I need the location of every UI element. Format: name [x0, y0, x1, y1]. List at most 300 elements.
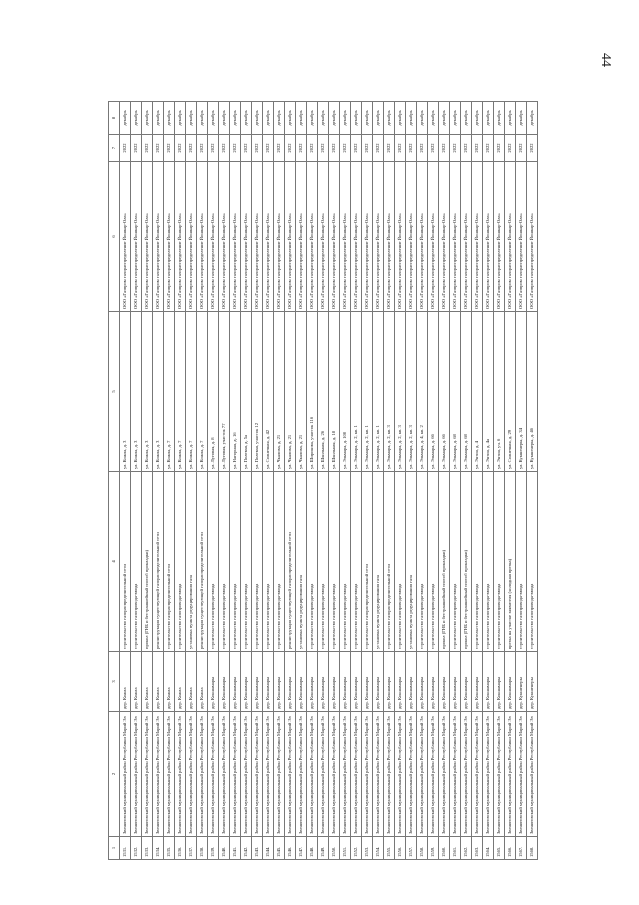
table-row: [131, 102, 142, 860]
table-cell-col-7: 2022: [351, 135, 362, 162]
table-cell-col-4: строительство газораспределительной сети: [362, 472, 373, 652]
table-cell-col-4: строительство газопровода-ввода: [417, 472, 428, 652]
table-cell-col-4: строительство газопровода-ввода: [329, 472, 340, 652]
table-cell-col-4: строительство газопровода-ввода: [351, 472, 362, 652]
table-cell-col-5: ул. Эльмара, д. 68: [450, 312, 461, 472]
table-cell-col-8: декабрь: [252, 102, 263, 135]
table-cell-col-1: 1564.: [483, 837, 494, 860]
table-cell-col-5: ул. Чкалова, д. 21: [296, 312, 307, 472]
table-cell-col-1: 1557.: [406, 837, 417, 860]
table-cell-col-2: Звениговский муниципальный район Республики Марий Эл: [384, 712, 395, 837]
table-cell-col-5: ул. Кожла, д. 3: [120, 312, 131, 472]
table-cell-col-8: декабрь: [428, 102, 439, 135]
table-cell-col-2: Звениговский муниципальный район Республики Марий Эл: [505, 712, 516, 837]
column-header-5: 5: [109, 312, 120, 472]
table-cell-col-7: 2022: [230, 135, 241, 162]
table-cell-col-1: 1546.: [285, 837, 296, 860]
table-cell-col-5: ул. Полевая, участок 12: [252, 312, 263, 472]
table-cell-col-7: 2022: [186, 135, 197, 162]
table-cell-col-8: декабрь: [461, 102, 472, 135]
table-cell-col-2: Звениговский муниципальный район Республики Марий Эл: [175, 712, 186, 837]
table-cell-col-2: Звениговский муниципальный район Республики Марий Эл: [208, 712, 219, 837]
table-row: [505, 102, 516, 860]
column-header-1: 1: [109, 837, 120, 860]
table-cell-col-1: 1544.: [263, 837, 274, 860]
table-cell-col-5: ул. Эльмара, д. 2, кв. 1: [351, 312, 362, 472]
header-row: [109, 102, 120, 860]
table-cell-col-3: дер. Кокшамары: [296, 652, 307, 712]
table-cell-col-2: Звениговский муниципальный район Республики Марий Эл: [131, 712, 142, 837]
table-cell-col-4: строительство газопровода-ввода: [131, 472, 142, 652]
table-cell-col-4: строительство газопровода-ввода: [230, 472, 241, 652]
table-cell-col-5: ул. Эльмара, д. 2, кв. 1: [373, 312, 384, 472]
table-cell-col-6: ООО «Газпром газораспределение Йошкар-Ола»: [219, 162, 230, 312]
table-cell-col-6: ООО «Газпром газораспределение Йошкар-Ола»: [186, 162, 197, 312]
table-cell-col-1: 1566.: [505, 837, 516, 860]
table-cell-col-6: ООО «Газпром газораспределение Йошкар-Ола»: [285, 162, 296, 312]
table-cell-col-7: 2022: [505, 135, 516, 162]
table-row: [483, 102, 494, 860]
table-cell-col-1: 1563.: [472, 837, 483, 860]
table-cell-col-2: Звениговский муниципальный район Республики Марий Эл: [241, 712, 252, 837]
table-cell-col-3: дер. Кокшамары: [274, 652, 285, 712]
table-row: [241, 102, 252, 860]
table-cell-col-6: ООО «Газпром газораспределение Йошкар-Ола»: [241, 162, 252, 312]
table-row: [307, 102, 318, 860]
table-cell-col-4: строительство газопровода-ввода: [241, 472, 252, 652]
table-cell-col-5: ул. Чкалова, д. 21: [274, 312, 285, 472]
table-row: [461, 102, 472, 860]
table-cell-col-1: 1556.: [395, 837, 406, 860]
table-cell-col-7: 2022: [461, 135, 472, 162]
column-header-4: 4: [109, 472, 120, 652]
column-header-6: 6: [109, 162, 120, 312]
table-cell-col-5: ул. Эльмара, д. 2, кв. 3: [384, 312, 395, 472]
table-cell-col-3: дер. Кокшамары: [472, 652, 483, 712]
table-cell-col-5: ул. Кукшенеры, д. 34: [516, 312, 527, 472]
table-cell-col-7: 2022: [472, 135, 483, 162]
table-cell-col-4: строительство газопровода-ввода: [340, 472, 351, 652]
table-cell-col-1: 1567.: [516, 837, 527, 860]
table-cell-col-4: реконструкция существующей газораспределительной сети: [285, 472, 296, 652]
table-cell-col-5: ул. Школьная, д. 26: [318, 312, 329, 472]
table-cell-col-5: ул. Чкалова, д. 21: [285, 312, 296, 472]
table-cell-col-4: прокол (ГНБ и бестраншейный способ прокладки): [439, 472, 450, 652]
table-cell-col-3: дер. Кокшамары: [241, 652, 252, 712]
table-cell-col-8: декабрь: [351, 102, 362, 135]
table-cell-col-5: ул. Солнечная, д. 42: [263, 312, 274, 472]
table-cell-col-8: декабрь: [516, 102, 527, 135]
table-cell-col-5: ул. Кожла, д. 3: [142, 312, 153, 472]
table-cell-col-7: 2022: [219, 135, 230, 162]
table-row: [450, 102, 461, 860]
table-cell-col-2: Звениговский муниципальный район Республики Марий Эл: [186, 712, 197, 837]
table-cell-col-2: Звениговский муниципальный район Республики Марий Эл: [472, 712, 483, 837]
table-row: [274, 102, 285, 860]
table-cell-col-8: декабрь: [175, 102, 186, 135]
table-cell-col-7: 2022: [362, 135, 373, 162]
table-cell-col-4: строительство газопровода-ввода: [428, 472, 439, 652]
table-cell-col-1: 1559.: [428, 837, 439, 860]
table-cell-col-5: ул. Энтия, д. 4а: [483, 312, 494, 472]
table-cell-col-1: 1547.: [296, 837, 307, 860]
table-cell-col-8: декабрь: [274, 102, 285, 135]
table-cell-col-7: 2022: [285, 135, 296, 162]
table-cell-col-7: 2022: [527, 135, 538, 162]
table-cell-col-4: установка пункта редуцирования газа: [186, 472, 197, 652]
table-row: [373, 102, 384, 860]
table-cell-col-8: декабрь: [241, 102, 252, 135]
table-cell-col-8: декабрь: [362, 102, 373, 135]
table-cell-col-3: дер. Кукшенеры: [527, 652, 538, 712]
table-cell-col-3: дер. Кожла: [120, 652, 131, 712]
table-row: [384, 102, 395, 860]
table-cell-col-6: ООО «Газпром газораспределение Йошкар-Ола»: [340, 162, 351, 312]
table-cell-col-7: 2022: [131, 135, 142, 162]
table-cell-col-3: дер. Кокшамары: [351, 652, 362, 712]
table-cell-col-1: 1550.: [329, 837, 340, 860]
table-cell-col-3: дер. Кокшамары: [395, 652, 406, 712]
table-cell-col-6: ООО «Газпром газораспределение Йошкар-Ола»: [252, 162, 263, 312]
table-cell-col-1: 1549.: [318, 837, 329, 860]
table-cell-col-8: декабрь: [285, 102, 296, 135]
table-cell-col-3: дер. Кожла: [131, 652, 142, 712]
table-cell-col-8: декабрь: [186, 102, 197, 135]
table-cell-col-3: дер. Кокшамары: [318, 652, 329, 712]
table-cell-col-4: строительство газопровода-ввода: [252, 472, 263, 652]
table-cell-col-1: 1537.: [186, 837, 197, 860]
table-cell-col-8: декабрь: [263, 102, 274, 135]
table-cell-col-8: декабрь: [142, 102, 153, 135]
table-cell-col-5: ул. Эльмара, д. 2, кв. 3: [395, 312, 406, 472]
table-cell-col-5: ул. Кукшенеры, д. 46: [527, 312, 538, 472]
table-row: [120, 102, 131, 860]
table-cell-col-5: ул. Кожла, д. 7: [197, 312, 208, 472]
table-cell-col-3: дер. Кокшамары: [450, 652, 461, 712]
table-cell-col-3: дер. Кокшамары: [461, 652, 472, 712]
table-cell-col-4: строительство газопровода-ввода: [307, 472, 318, 652]
table-cell-col-8: декабрь: [219, 102, 230, 135]
table-cell-col-8: декабрь: [472, 102, 483, 135]
table-cell-col-4: реконструкция существующей газораспределительной сети: [197, 472, 208, 652]
table-cell-col-6: ООО «Газпром газораспределение Йошкар-Ола»: [120, 162, 131, 312]
table-body: [120, 102, 538, 860]
table-cell-col-8: декабрь: [230, 102, 241, 135]
table-cell-col-4: строительство газопровода-ввода: [483, 472, 494, 652]
table-row: [208, 102, 219, 860]
table-cell-col-2: Звениговский муниципальный район Республики Марий Эл: [395, 712, 406, 837]
table-cell-col-2: Звениговский муниципальный район Республики Марий Эл: [483, 712, 494, 837]
table-cell-col-6: ООО «Газпром газораспределение Йошкар-Ола»: [494, 162, 505, 312]
table-cell-col-1: 1535.: [164, 837, 175, 860]
table-cell-col-7: 2022: [483, 135, 494, 162]
table-cell-col-3: дер. Кокшамары: [219, 652, 230, 712]
table-cell-col-5: ул. Кожла, д. 7: [175, 312, 186, 472]
table-cell-col-1: 1531.: [120, 837, 131, 860]
table-cell-col-8: декабрь: [131, 102, 142, 135]
table-cell-col-6: ООО «Газпром газораспределение Йошкар-Ола»: [230, 162, 241, 312]
table-cell-col-5: ул. Эльмара, д. 100: [340, 312, 351, 472]
table-cell-col-6: ООО «Газпром газораспределение Йошкар-Ола»: [296, 162, 307, 312]
table-cell-col-1: 1548.: [307, 837, 318, 860]
table-cell-col-7: 2022: [439, 135, 450, 162]
table-cell-col-6: ООО «Газпром газораспределение Йошкар-Ола»: [362, 162, 373, 312]
table-cell-col-3: дер. Кокшамары: [340, 652, 351, 712]
table-cell-col-1: 1533.: [142, 837, 153, 860]
table-cell-col-5: ул. Кожла, д. 3: [131, 312, 142, 472]
table-cell-col-7: 2022: [153, 135, 164, 162]
table-cell-col-4: прокол (ГНБ и бестраншейный способ прокладки): [142, 472, 153, 652]
table-cell-col-7: 2022: [175, 135, 186, 162]
table-cell-col-3: дер. Кокшамары: [439, 652, 450, 712]
table-row: [175, 102, 186, 860]
table-cell-col-2: Звениговский муниципальный район Республики Марий Эл: [340, 712, 351, 837]
table-cell-col-6: ООО «Газпром газораспределение Йошкар-Ола»: [197, 162, 208, 312]
table-head: [109, 102, 120, 860]
table-cell-col-8: декабрь: [483, 102, 494, 135]
table-row: [142, 102, 153, 860]
table-row: [494, 102, 505, 860]
table-cell-col-1: 1536.: [175, 837, 186, 860]
table-cell-col-6: ООО «Газпром газораспределение Йошкар-Ола»: [461, 162, 472, 312]
table-row: [329, 102, 340, 860]
table-cell-col-5: ул. Луговая, участок 77: [219, 312, 230, 472]
table-cell-col-6: ООО «Газпром газораспределение Йошкар-Ола»: [274, 162, 285, 312]
table-cell-col-2: Звениговский муниципальный район Республики Марий Эл: [219, 712, 230, 837]
table-cell-col-1: 1532.: [131, 837, 142, 860]
table-cell-col-2: Звениговский муниципальный район Республики Марий Эл: [263, 712, 274, 837]
table-cell-col-6: ООО «Газпром газораспределение Йошкар-Ола»: [472, 162, 483, 312]
table-cell-col-3: дер. Кожла: [175, 652, 186, 712]
table-cell-col-6: ООО «Газпром газораспределение Йошкар-Ола»: [373, 162, 384, 312]
table-cell-col-5: ул. Эльмара, д. 2, кв. 3: [406, 312, 417, 472]
table-cell-col-2: Звениговский муниципальный район Республики Марий Эл: [428, 712, 439, 837]
table-cell-col-1: 1565.: [494, 837, 505, 860]
table-cell-col-8: декабрь: [208, 102, 219, 135]
table-row: [527, 102, 538, 860]
table-cell-col-4: прокол (ГНБ и бестраншейный способ прокладки): [461, 472, 472, 652]
table-cell-col-2: Звениговский муниципальный район Республики Марий Эл: [153, 712, 164, 837]
table-cell-col-8: декабрь: [329, 102, 340, 135]
table-cell-col-6: ООО «Газпром газораспределение Йошкар-Ола»: [175, 162, 186, 312]
table-cell-col-5: ул. Энтия, д. 4: [472, 312, 483, 472]
table-row: [197, 102, 208, 860]
table-cell-col-3: дер. Кожла: [164, 652, 175, 712]
table-cell-col-1: 1555.: [384, 837, 395, 860]
table-row: [439, 102, 450, 860]
table-cell-col-4: строительство газопровода-ввода: [395, 472, 406, 652]
table-cell-col-4: строительство газопровода-ввода: [516, 472, 527, 652]
table-cell-col-8: декабрь: [373, 102, 384, 135]
table-row: [296, 102, 307, 860]
table-cell-col-5: ул. Эльмара, д. 68: [461, 312, 472, 472]
table-cell-col-6: ООО «Газпром газораспределение Йошкар-Ола»: [428, 162, 439, 312]
table-cell-col-8: декабрь: [505, 102, 516, 135]
table-cell-col-3: дер. Кокшамары: [307, 652, 318, 712]
table-cell-col-5: ул. Эльмара, д. 66: [428, 312, 439, 472]
table-cell-col-6: ООО «Газпром газораспределение Йошкар-Ола»: [450, 162, 461, 312]
table-row: [417, 102, 428, 860]
table-cell-col-2: Звениговский муниципальный район Республики Марий Эл: [197, 712, 208, 837]
table-cell-col-1: 1561.: [450, 837, 461, 860]
table-cell-col-3: дер. Кокшамары: [384, 652, 395, 712]
table-cell-col-3: дер. Кокшамары: [417, 652, 428, 712]
table-cell-col-7: 2022: [318, 135, 329, 162]
table-row: [153, 102, 164, 860]
table-row: [472, 102, 483, 860]
table-cell-col-6: ООО «Газпром газораспределение Йошкар-Ола»: [263, 162, 274, 312]
table-cell-col-8: декабрь: [318, 102, 329, 135]
table-cell-col-6: ООО «Газпром газораспределение Йошкар-Ола»: [142, 162, 153, 312]
table-cell-col-3: дер. Кокшамары: [230, 652, 241, 712]
table-row: [516, 102, 527, 860]
table-cell-col-4: строительство газораспределительной сети: [164, 472, 175, 652]
table-row: [230, 102, 241, 860]
table-cell-col-8: декабрь: [340, 102, 351, 135]
table-cell-col-7: 2022: [296, 135, 307, 162]
table-cell-col-5: ул. Кожла, д. 7: [164, 312, 175, 472]
table-cell-col-7: 2022: [428, 135, 439, 162]
table-cell-col-4: установка пункта редуцирования газа: [406, 472, 417, 652]
table-container: [108, 110, 578, 860]
table-cell-col-5: ул. Кожла, д. 3: [153, 312, 164, 472]
table-cell-col-5: ул. Луговая, д. 8: [208, 312, 219, 472]
table-cell-col-4: строительство газопровода-ввода: [208, 472, 219, 652]
table-cell-col-2: Звениговский муниципальный район Республики Марий Эл: [417, 712, 428, 837]
table-cell-col-6: ООО «Газпром газораспределение Йошкар-Ола»: [505, 162, 516, 312]
table-cell-col-2: Звениговский муниципальный район Республики Марий Эл: [494, 712, 505, 837]
table-cell-col-8: декабрь: [527, 102, 538, 135]
table-cell-col-8: декабрь: [307, 102, 318, 135]
table-cell-col-1: 1551.: [340, 837, 351, 860]
table-cell-col-2: Звениговский муниципальный район Республики Марий Эл: [164, 712, 175, 837]
table-cell-col-4: установка пункта редуцирования газа: [296, 472, 307, 652]
table-cell-col-7: 2022: [164, 135, 175, 162]
table-cell-col-6: ООО «Газпром газораспределение Йошкар-Ола»: [417, 162, 428, 312]
table-cell-col-3: дер. Кокшамары: [406, 652, 417, 712]
table-cell-col-2: Звениговский муниципальный район Республики Марий Эл: [439, 712, 450, 837]
table-cell-col-5: ул. Широкова, участок 116: [307, 312, 318, 472]
table-cell-col-8: декабрь: [406, 102, 417, 135]
table-cell-col-2: Звениговский муниципальный район Республики Марий Эл: [252, 712, 263, 837]
table-cell-col-1: 1552.: [351, 837, 362, 860]
table-cell-col-2: Звениговский муниципальный район Республики Марий Эл: [450, 712, 461, 837]
table-cell-col-1: 1538.: [197, 837, 208, 860]
table-cell-col-1: 1542.: [241, 837, 252, 860]
table-row: [428, 102, 439, 860]
table-cell-col-3: дер. Кожла: [142, 652, 153, 712]
table-cell-col-6: ООО «Газпром газораспределение Йошкар-Ола»: [329, 162, 340, 312]
table-cell-col-8: декабрь: [395, 102, 406, 135]
table-cell-col-4: строительство газопровода-ввода: [450, 472, 461, 652]
table-cell-col-2: Звениговский муниципальный район Республики Марий Эл: [351, 712, 362, 837]
table-cell-col-8: декабрь: [450, 102, 461, 135]
table-cell-col-3: дер. Кожла: [197, 652, 208, 712]
table-cell-col-1: 1540.: [219, 837, 230, 860]
table-cell-col-7: 2022: [197, 135, 208, 162]
table-cell-col-4: строительство газораспределительной сети: [384, 472, 395, 652]
table-cell-col-5: ул. Эльмара, д. 4, кв. 2: [417, 312, 428, 472]
table-cell-col-8: декабрь: [417, 102, 428, 135]
table-cell-col-2: Звениговский муниципальный район Республики Марий Эл: [120, 712, 131, 837]
rotated-table-frame: [108, 110, 578, 860]
table-cell-col-5: ул. Школьная, д. 18: [329, 312, 340, 472]
table-cell-col-2: Звениговский муниципальный район Республики Марий Эл: [318, 712, 329, 837]
table-cell-col-2: Звениговский муниципальный район Республики Марий Эл: [406, 712, 417, 837]
table-cell-col-1: 1562.: [461, 837, 472, 860]
table-cell-col-4: врезка на участке заявителя (холодная врезка): [505, 472, 516, 652]
table-row: [252, 102, 263, 860]
table-cell-col-3: дер. Кокшамары: [373, 652, 384, 712]
table-cell-col-7: 2022: [208, 135, 219, 162]
table-cell-col-5: ул. Эльмара, д. 66: [439, 312, 450, 472]
table-cell-col-7: 2022: [252, 135, 263, 162]
table-cell-col-1: 1534.: [153, 837, 164, 860]
gasification-table: [108, 101, 538, 860]
table-cell-col-4: реконструкция существующей газораспределительной сети: [153, 472, 164, 652]
table-cell-col-7: 2022: [307, 135, 318, 162]
table-cell-col-4: строительство газопровода-ввода: [274, 472, 285, 652]
table-cell-col-2: Звениговский муниципальный район Республики Марий Эл: [274, 712, 285, 837]
table-row: [164, 102, 175, 860]
table-cell-col-7: 2022: [241, 135, 252, 162]
table-cell-col-4: установка пункта редуцирования газа: [373, 472, 384, 652]
table-cell-col-3: дер. Кожла: [186, 652, 197, 712]
table-cell-col-7: 2022: [340, 135, 351, 162]
table-cell-col-7: 2022: [516, 135, 527, 162]
table-cell-col-3: дер. Кокшамары: [428, 652, 439, 712]
table-cell-col-4: строительство газопровода-ввода: [527, 472, 538, 652]
table-cell-col-6: ООО «Газпром газораспределение Йошкар-Ола»: [131, 162, 142, 312]
table-cell-col-3: дер. Кокшамары: [263, 652, 274, 712]
table-row: [362, 102, 373, 860]
table-cell-col-6: ООО «Газпром газораспределение Йошкар-Ола»: [439, 162, 450, 312]
table-cell-col-6: ООО «Газпром газораспределение Йошкар-Ола»: [406, 162, 417, 312]
table-cell-col-5: ул. Полевая, д. 5а: [241, 312, 252, 472]
table-cell-col-6: ООО «Газпром газораспределение Йошкар-Ола»: [351, 162, 362, 312]
column-header-2: 2: [109, 712, 120, 837]
table-cell-col-2: Звениговский муниципальный район Республики Марий Эл: [230, 712, 241, 837]
table-cell-col-1: 1554.: [373, 837, 384, 860]
table-cell-col-6: ООО «Газпром газораспределение Йошкар-Ола»: [395, 162, 406, 312]
table-cell-col-5: ул. Нагорная, д. 16: [230, 312, 241, 472]
table-cell-col-3: дер. Кокшамары: [252, 652, 263, 712]
table-cell-col-3: дер. Кокшамары: [362, 652, 373, 712]
table-cell-col-1: 1558.: [417, 837, 428, 860]
table-cell-col-7: 2022: [406, 135, 417, 162]
table-cell-col-8: декабрь: [439, 102, 450, 135]
table-cell-col-7: 2022: [142, 135, 153, 162]
table-row: [395, 102, 406, 860]
table-cell-col-6: ООО «Газпром газораспределение Йошкар-Ола»: [318, 162, 329, 312]
table-cell-col-2: Звениговский муниципальный район Республики Марий Эл: [362, 712, 373, 837]
table-cell-col-4: строительство газопровода-ввода: [494, 472, 505, 652]
table-cell-col-7: 2022: [274, 135, 285, 162]
table-cell-col-1: 1553.: [362, 837, 373, 860]
table-cell-col-4: строительство газопровода-ввода: [318, 472, 329, 652]
table-cell-col-3: дер. Кокшамары: [483, 652, 494, 712]
table-cell-col-8: декабрь: [296, 102, 307, 135]
table-cell-col-2: Звениговский муниципальный район Республики Марий Эл: [296, 712, 307, 837]
table-cell-col-8: декабрь: [494, 102, 505, 135]
table-cell-col-4: строительство газопровода-ввода: [175, 472, 186, 652]
table-row: [285, 102, 296, 860]
table-cell-col-8: декабрь: [384, 102, 395, 135]
table-cell-col-1: 1541.: [230, 837, 241, 860]
column-header-3: 3: [109, 652, 120, 712]
table-cell-col-3: дер. Кукшенеры: [516, 652, 527, 712]
table-cell-col-5: ул. Эльмара, д. 2, кв. 1: [362, 312, 373, 472]
